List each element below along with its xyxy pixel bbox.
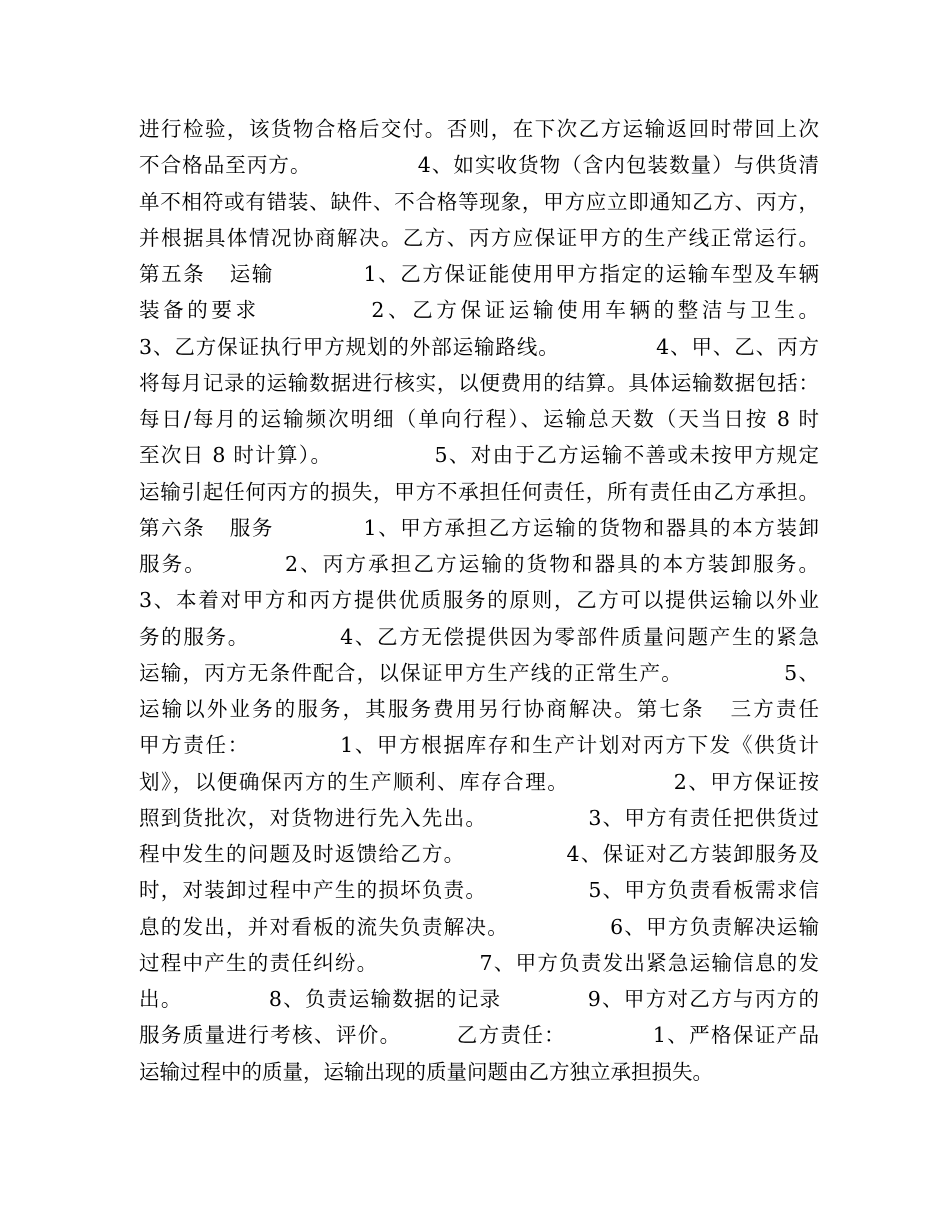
text-line: 运输过程中的质量，运输出现的质量问题由乙方独立承担损失。 (139, 1059, 713, 1084)
text-line: 至次日 8 时计算）。 5、对由于乙方运输不善或未按甲方规定 (139, 443, 819, 468)
text-line: 务的服务。 4、乙方无偿提供因为零部件质量问题产生的紧急 (139, 624, 819, 649)
text-line: 甲方责任： 1、甲方根据库存和生产计划对丙方下发《供货计 (139, 733, 819, 758)
text-line: 不合格品至丙方。 4、如实收货物（含内包装数量）与供货清 (139, 153, 819, 178)
text-line: 3、本着对甲方和丙方提供优质服务的原则，乙方可以提供运输以外业 (139, 588, 819, 613)
text-line: 第五条 运输 1、乙方保证能使用甲方指定的运输车型及车辆 (139, 262, 819, 286)
contract-body-text (139, 111, 819, 1090)
text-line: 服务质量进行考核、评价。 乙方责任： 1、严格保证产品 (139, 1023, 819, 1048)
text-line: 息的发出，并对看板的流失负责解决。 6、甲方负责解决运输 (139, 914, 819, 939)
text-line: 将每月记录的运输数据进行核实，以便费用的结算。具体运输数据包括： (139, 370, 819, 395)
text-line: 第六条 服务 1、甲方承担乙方运输的货物和器具的本方装卸 (139, 515, 819, 540)
text-line: 时，对装卸过程中产生的损坏负责。 5、甲方负责看板需求信 (139, 878, 819, 903)
text-line: 进行检验，该货物合格后交付。否则，在下次乙方运输返回时带回上次 (139, 117, 819, 141)
text-line: 程中发生的问题及时返馈给乙方。 4、保证对乙方装卸服务及 (139, 842, 819, 866)
text-line: 运输引起任何丙方的损失，甲方不承担任何责任，所有责任由乙方承担。 (139, 479, 819, 504)
text-line: 并根据具体情况协商解决。乙方、丙方应保证甲方的生产线正常运行。 (139, 225, 819, 250)
text-line: 划》，以便确保丙方的生产顺利、库存合理。 2、甲方保证按 (139, 769, 819, 794)
text-line: 3、乙方保证执行甲方规划的外部运输路线。 4、甲、乙、丙方 (139, 334, 819, 359)
text-line: 单不相符或有错装、缺件、不合格等现象，甲方应立即通知乙方、丙方， (139, 189, 819, 214)
text-line: 服务。 2、丙方承担乙方运输的货物和器具的本方装卸服务。 (139, 552, 819, 576)
text-line: 运输，丙方无条件配合，以保证甲方生产线的正常生产。 5、 (139, 660, 819, 685)
text-line: 照到货批次，对货物进行先入先出。 3、甲方有责任把供货过 (139, 805, 819, 830)
text-line: 过程中产生的责任纠纷。 7、甲方负责发出紧急运输信息的发 (139, 950, 819, 975)
text-line: 出。 8、负责运输数据的记录 9、甲方对乙方与丙方的 (139, 987, 819, 1011)
text-line: 装备的要求 2、乙方保证运输使用车辆的整洁与卫生。 (139, 298, 819, 323)
text-line: 运输以外业务的服务，其服务费用另行协商解决。第七条 三方责任 (139, 697, 819, 721)
text-line: 每日/每月的运输频次明细（单向行程）、运输总天数（天当日按 8 时 (139, 407, 819, 431)
